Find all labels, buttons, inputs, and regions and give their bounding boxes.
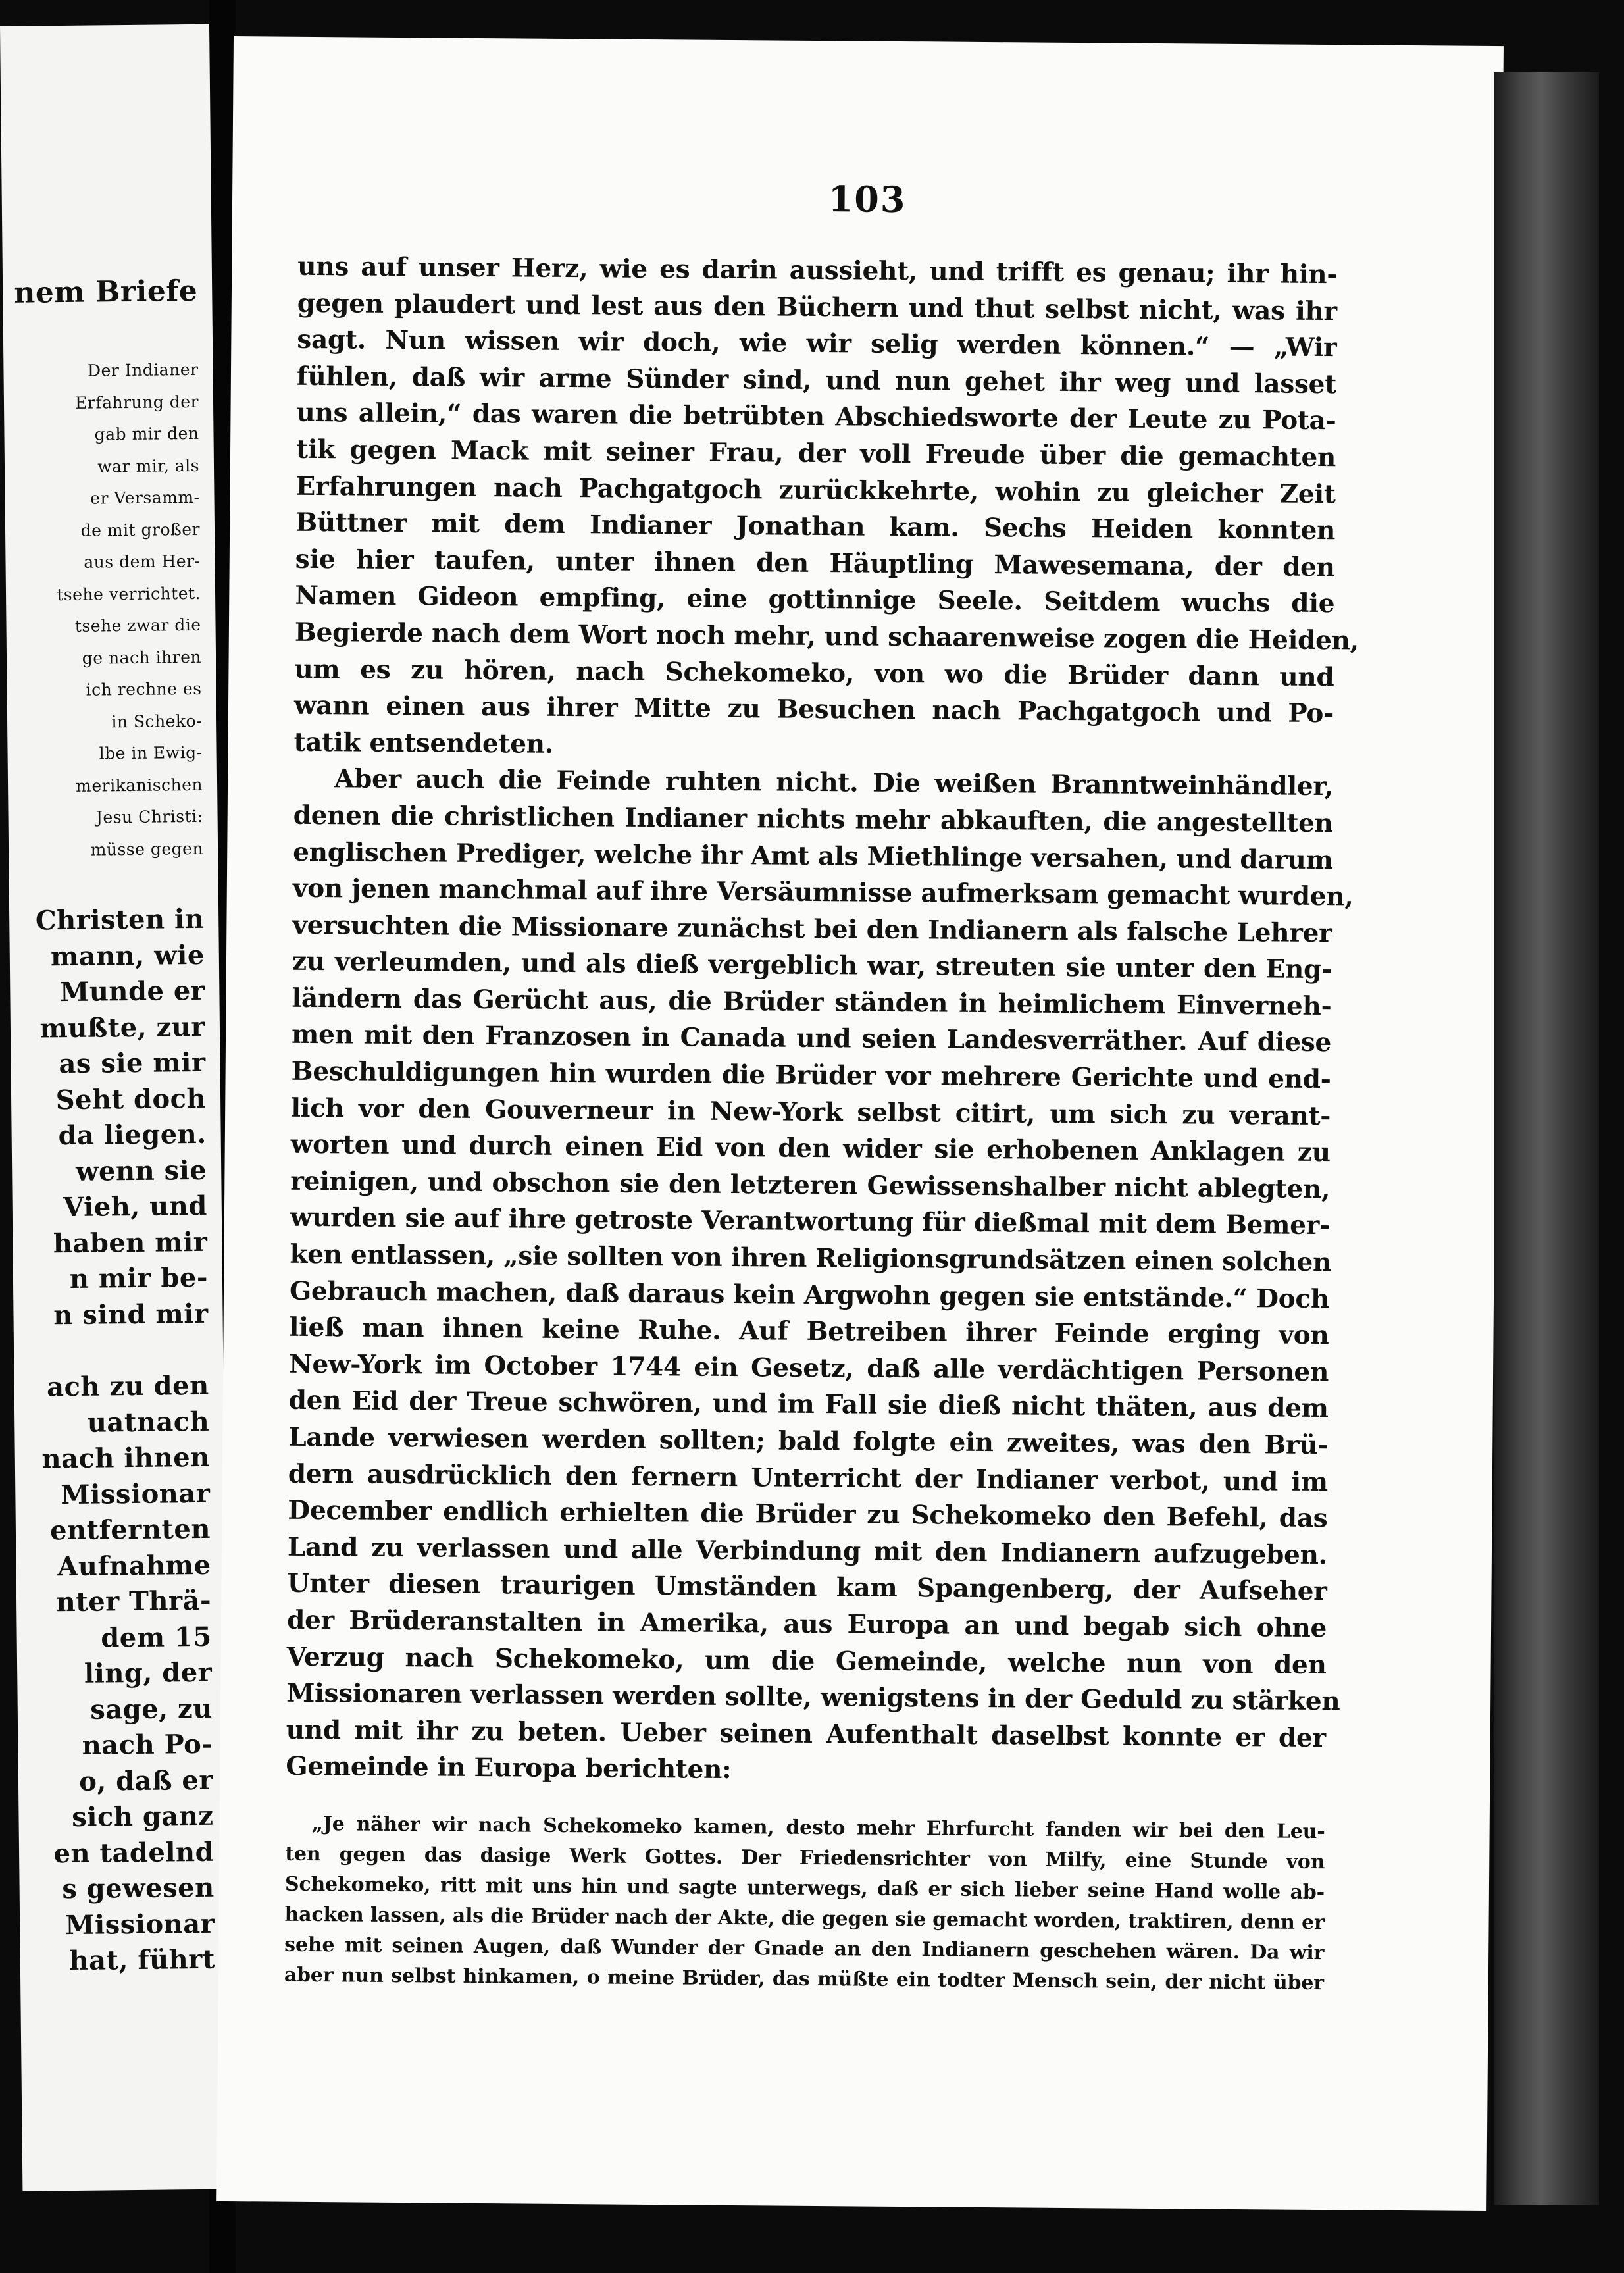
body-line: Lande verwiesen werden sollten; bald folgte ein zweites, was den Brü- xyxy=(288,1421,1329,1461)
left-page-line: lbe in Ewig- xyxy=(99,742,203,763)
body-line: Beschuldigungen hin wurden die Brüder vor mehrere Gerichte und end- xyxy=(291,1056,1331,1095)
left-facing-page xyxy=(0,24,232,2191)
quote-line: hacken lassen, als die Brüder nach der Akte, die gegen sie gemacht worden, traktiren, denn er xyxy=(284,1903,1325,1935)
body-line: um es zu hören, nach Schekomeko, von wo die Brüder dann und xyxy=(294,653,1334,692)
quote-line: ten gegen das dasige Werk Gottes. Der Friedensrichter von Milfy, eine Stunde von xyxy=(285,1842,1325,1874)
left-page-line: Christen in xyxy=(35,903,205,936)
body-line: ließ man ihnen keine Ruhe. Auf Betreiben ihrer Feinde erging von xyxy=(289,1312,1329,1351)
body-line: worten und durch einen Eid von den wider sie erhobenen Anklagen zu xyxy=(290,1129,1331,1168)
left-page-line: n sind mir xyxy=(53,1298,209,1331)
body-line: fühlen, daß wir arme Sünder sind, und nun gehet ihr weg und lasset xyxy=(296,361,1337,399)
quote-line: aber nun selbst hinkamen, o meine Brüder, das müßte ein todter Mensch sein, der nicht über xyxy=(284,1963,1324,1995)
book-spine-edge xyxy=(1494,72,1599,2205)
body-line: Büttner mit dem Indianer Jonathan kam. Sechs Heiden konnten xyxy=(295,507,1336,546)
page-number: 103 xyxy=(828,178,907,221)
body-line: lich vor den Gouverneur in New-York selbst citirt, um sich zu verant- xyxy=(291,1092,1331,1131)
left-page-line: aus dem Her- xyxy=(84,551,201,572)
body-line: tatik entsendeten. xyxy=(293,727,554,759)
body-line: Missionaren verlassen werden sollte, wenigstens in der Geduld zu stärken xyxy=(286,1677,1340,1717)
body-line: Unter diesen traurigen Umständen kam Spangenberg, der Aufseher xyxy=(287,1568,1327,1607)
left-page-line: o, daß er xyxy=(78,1764,214,1797)
left-page-line: s gewesen xyxy=(62,1872,215,1905)
body-line: dern ausdrücklich den fernern Unterricht der Indianer verbot, und im xyxy=(288,1458,1328,1497)
left-page-line: mann, wie xyxy=(50,939,205,972)
body-line: Aber auch die Feinde ruhten nicht. Die weißen Branntweinhändler, xyxy=(334,763,1334,802)
body-line: und mit ihr zu beten. Ueber seinen Aufenthalt daselbst konnte er der xyxy=(286,1714,1326,1753)
left-page-line: nter Thrä- xyxy=(56,1585,212,1618)
body-line: versuchten die Missionare zunächst bei den Indianern als falsche Lehrer xyxy=(292,909,1332,948)
body-line: ken entlassen, „sie sollten von ihren Religionsgrundsätzen einen solchen xyxy=(290,1239,1332,1278)
main-page xyxy=(216,36,1504,2211)
left-page-line: Jesu Christi: xyxy=(95,806,203,827)
body-line: englischen Prediger, welche ihr Amt als Miethlinge versahen, und darum xyxy=(293,836,1333,875)
left-page-line: ach zu den xyxy=(46,1369,209,1403)
body-line: tik gegen Mack mit seiner Frau, der voll Freude über die gemachten xyxy=(295,434,1336,473)
left-page-line: nach ihnen xyxy=(41,1441,211,1475)
left-page-line: gab mir den xyxy=(94,423,199,444)
left-page-line: n mir be- xyxy=(69,1262,209,1294)
left-page-line: sich ganz xyxy=(71,1800,214,1833)
body-line: New-York im October 1744 ein Gesetz, daß alle verdächtigen Personen xyxy=(288,1348,1329,1387)
body-line: Land zu verlassen und alle Verbindung mit den Indianern aufzugeben. xyxy=(287,1531,1328,1570)
left-page-line: sage, zu xyxy=(90,1693,213,1725)
body-line: wurden sie auf ihre getroste Verantwortung für dießmal mit dem Bemer- xyxy=(290,1202,1331,1241)
body-line: gegen plaudert und lest aus den Büchern und thut selbst nicht, was ihr xyxy=(297,288,1337,326)
left-page-line: mußte, zur xyxy=(39,1011,206,1044)
left-page-line: Munde er xyxy=(59,975,205,1008)
left-page-line: in Scheko- xyxy=(111,711,203,731)
left-page-line: tsehe verrichtet. xyxy=(57,583,201,604)
body-line: den Eid der Treue schwören, und im Fall sie dieß nicht thäten, aus dem xyxy=(288,1385,1329,1424)
left-page-line: Aufnahme xyxy=(57,1549,211,1582)
body-line: Erfahrungen nach Pachgatgoch zurückkehrte, wohin zu gleicher Zeit xyxy=(295,471,1336,509)
left-page-line: da liegen. xyxy=(58,1118,207,1152)
left-page-line: haben mir xyxy=(53,1226,208,1259)
body-line: Namen Gideon empfing, eine gottinnige Seele. Seitdem wuchs die xyxy=(295,580,1335,619)
left-page-line: müsse gegen xyxy=(90,838,204,859)
left-page-line: nach Po- xyxy=(82,1728,213,1761)
left-page-line: as sie mir xyxy=(59,1046,206,1080)
body-line: der Brüderanstalten in Amerika, aus Europa an und begab sich ohne xyxy=(286,1604,1327,1644)
left-page-line: ge nach ihren xyxy=(82,647,202,668)
left-page-line: nem Briefe xyxy=(14,274,198,310)
body-line: Verzug nach Schekomeko, um die Gemeinde, welche nun von den xyxy=(286,1641,1327,1680)
left-page-line: entfernten xyxy=(49,1513,211,1546)
left-page-line: de mit großer xyxy=(80,519,201,540)
quote-line: Schekomeko, ritt mit uns hin und sagte unterwegs, daß er sich lieber seine Hand wolle ab- xyxy=(284,1872,1325,1904)
body-line: wann einen aus ihrer Mitte zu Besuchen nach Pachgatgoch und Po- xyxy=(293,690,1334,729)
body-line: uns allein,“ das waren die betrübten Abschiedsworte der Leute zu Pota- xyxy=(296,397,1336,436)
left-page-line: Missionar xyxy=(61,1477,211,1510)
left-page-line: wenn sie xyxy=(75,1154,207,1187)
left-page-line: hat, führt xyxy=(69,1943,216,1977)
body-line: Begierde nach dem Wort noch mehr, und schaarenweise zogen die Heiden, xyxy=(294,617,1359,656)
body-line: men mit den Franzosen in Canada und seien Landesverräther. Auf diese xyxy=(291,1019,1332,1058)
quote-line: „Je näher wir nach Schekomeko kamen, desto mehr Ehrfurcht fanden wir bei den Leu- xyxy=(311,1812,1325,1844)
left-page-line: merikanischen xyxy=(75,775,203,796)
body-line: von jenen manchmal auf ihre Versäumnisse aufmerksam gemacht wurden, xyxy=(292,873,1354,912)
left-page-line: Erfahrung der xyxy=(75,392,199,413)
body-text xyxy=(284,249,1359,1999)
left-page-line: er Versamm- xyxy=(90,487,200,508)
left-page-line: dem 15 xyxy=(101,1621,212,1654)
quoted-report xyxy=(284,1809,1325,1999)
left-page-line: uatnach xyxy=(87,1406,210,1439)
quote-line: sehe mit seinen Augen, daß Wunder der Gnade an den Indianern geschehen wären. Da wir xyxy=(284,1933,1325,1965)
body-line: ländern das Gerücht aus, die Brüder ständen in heimlichem Einverneh- xyxy=(292,983,1332,1022)
left-page-line: en tadelnd xyxy=(53,1836,215,1869)
body-line: Gemeinde in Europa berichten: xyxy=(286,1751,732,1785)
left-page-line: Der Indianer xyxy=(87,359,199,380)
left-page-line: ich rechne es xyxy=(86,678,202,700)
left-page-line: war mir, als xyxy=(97,455,200,476)
left-page-line: Missionar xyxy=(65,1908,215,1941)
body-line: sagt. Nun wissen wir doch, wie wir selig werden können.“ — „Wir xyxy=(297,324,1337,363)
body-line: denen die christlichen Indianer nichts mehr abkauften, die angestellten xyxy=(293,800,1333,839)
left-page-line: tsehe zwar die xyxy=(74,615,201,636)
left-page-line: Seht doch xyxy=(55,1083,207,1115)
body-line: uns auf unser Herz, wie es darin aussieht, und trifft es genau; ihr hin- xyxy=(297,251,1338,290)
left-page-line: Vieh, und xyxy=(63,1190,208,1223)
body-line: zu verleumden, und als dieß vergeblich war, streuten sie unter den Eng- xyxy=(292,946,1332,985)
body-line: sie hier taufen, unter ihnen den Häuptling Mawesemana, der den xyxy=(295,544,1335,582)
left-page-line: ling, der xyxy=(84,1656,213,1689)
body-line: reinigen, und obschon sie den letzteren Gewissenshalber nicht ablegten, xyxy=(290,1165,1331,1204)
body-line: December endlich erhielten die Brüder zu Schekomeko den Befehl, das xyxy=(288,1494,1328,1534)
body-line: Gebrauch machen, daß daraus kein Argwohn gegen sie entstände.“ Doch xyxy=(289,1275,1330,1314)
